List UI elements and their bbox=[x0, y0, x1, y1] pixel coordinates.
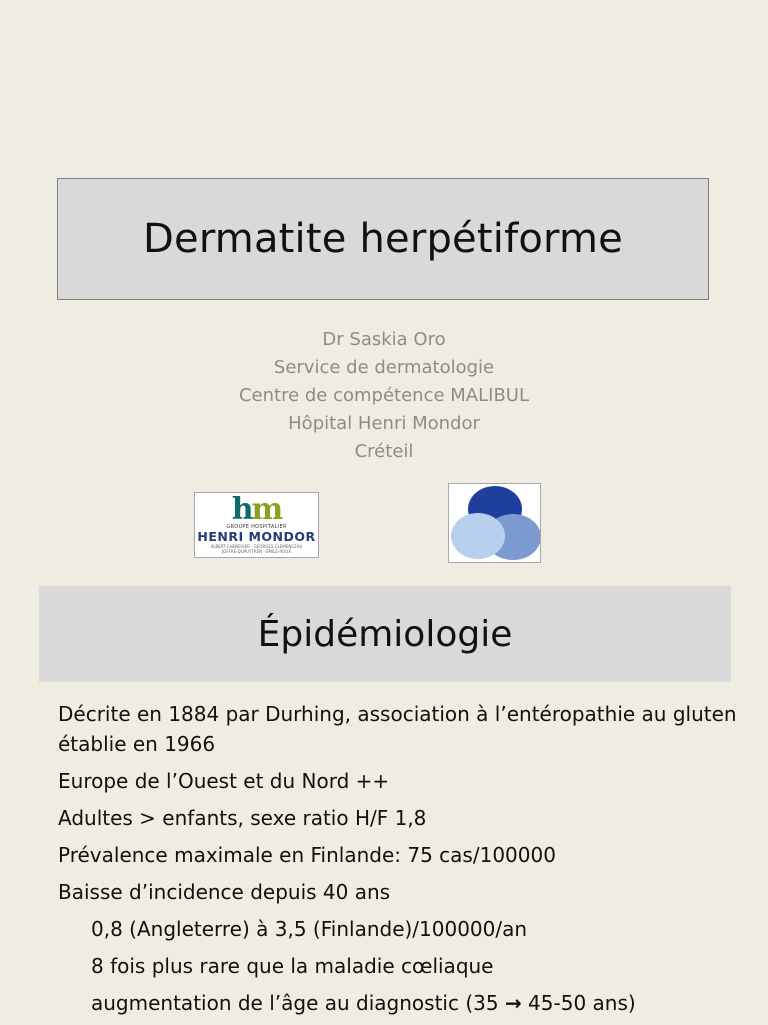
city: Créteil bbox=[354, 441, 414, 462]
circles-logo bbox=[448, 483, 541, 563]
bullet-item: Prévalence maximale en Finlande: 75 cas/100000 bbox=[58, 843, 556, 867]
bullet-item: Baisse d’incidence depuis 40 ans bbox=[58, 880, 391, 904]
bullet-item: Adultes > enfants, sexe ratio H/F 1,8 bbox=[58, 806, 427, 830]
right-arrow-icon: → bbox=[504, 991, 522, 1015]
sub-bullet-item: 0,8 (Angleterre) à 3,5 (Finlande)/100000/an bbox=[91, 917, 528, 941]
bullet-item: Décrite en 1884 par Durhing, association à l’entéropathie au gluten établie en 1966 bbox=[58, 702, 737, 756]
circle-light bbox=[451, 513, 505, 559]
section-header bbox=[39, 586, 731, 682]
section-title: Épidémiologie bbox=[257, 613, 513, 655]
logo-group-line: GROUPE HOSPITALIER bbox=[226, 524, 287, 530]
hm-monogram: hm bbox=[231, 492, 282, 527]
author-name: Dr Saskia Oro bbox=[322, 329, 446, 350]
sub-bullet-item: 8 fois plus rare que la maladie cœliaque bbox=[91, 954, 494, 978]
bullet-item: Europe de l’Ouest et du Nord ++ bbox=[58, 769, 390, 793]
logo-sites-line2: JOFFRE-DUPUYTREN · ÉMILE-ROUX bbox=[222, 549, 291, 554]
author-block bbox=[0, 326, 768, 466]
title-box bbox=[57, 178, 709, 300]
bullet-list bbox=[58, 699, 748, 1025]
slide-title: Dermatite herpétiforme bbox=[143, 216, 623, 262]
hospital: Hôpital Henri Mondor bbox=[288, 413, 480, 434]
department: Service de dermatologie bbox=[273, 357, 495, 378]
henri-mondor-logo bbox=[194, 492, 319, 558]
sub-bullet-item-age: augmentation de l’âge au diagnostic (35 → 45-50 ans) bbox=[91, 991, 636, 1015]
centre: Centre de compétence MALIBUL bbox=[238, 385, 530, 406]
logo-name: HENRI MONDOR bbox=[197, 529, 316, 544]
logo-sites-line1: ALBERT-CHENEVIER · GEORGES-CLEMENCEAU bbox=[210, 544, 303, 549]
